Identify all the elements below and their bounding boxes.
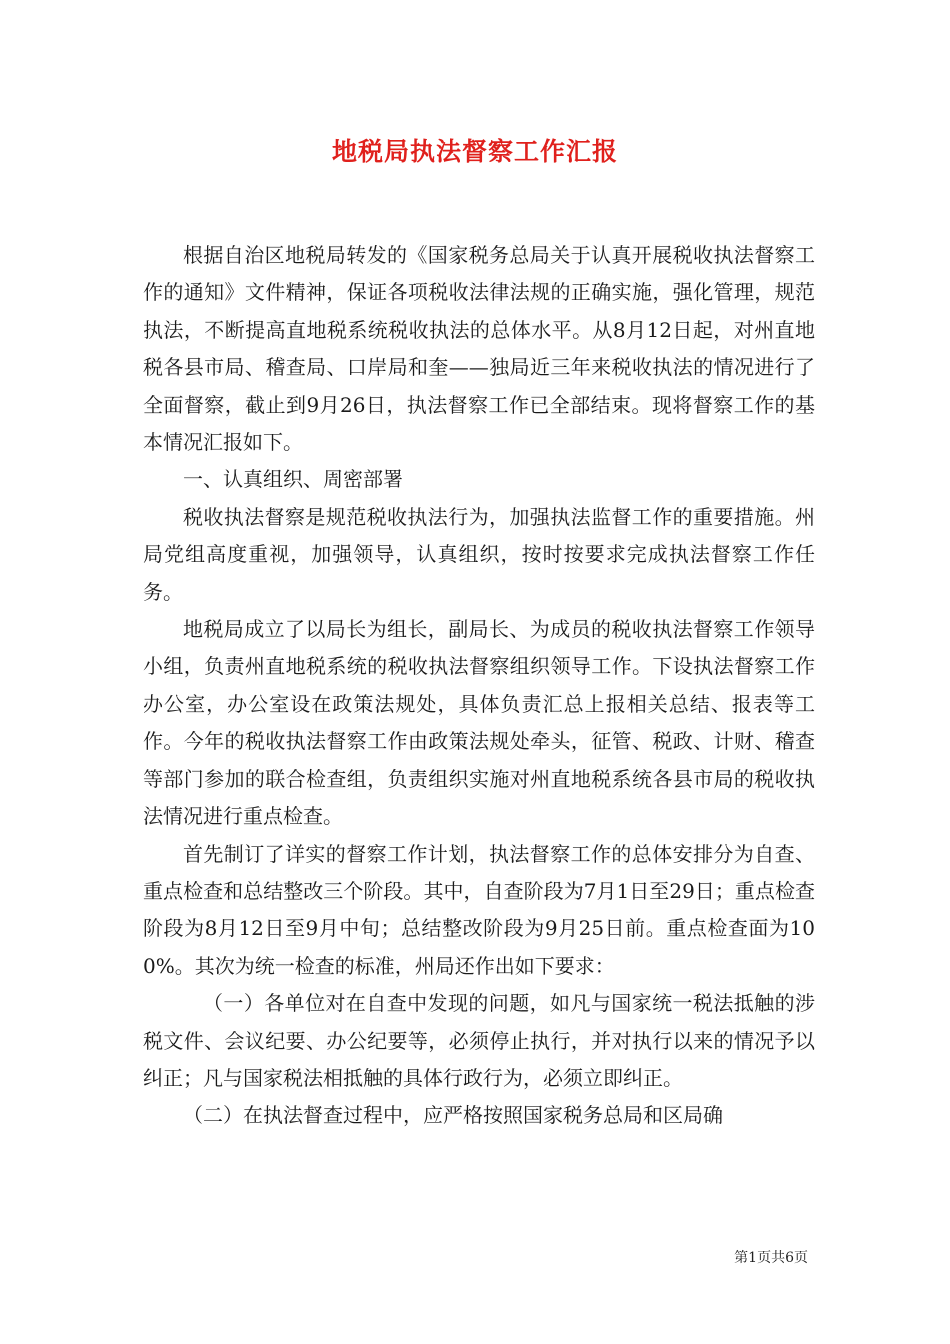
document-body — [143, 237, 815, 1135]
requirement-item-2: （二）在执法督查过程中，应严格按照国家税务总局和区局确 — [183, 1103, 723, 1128]
paragraph-intro: 根据自治区地税局转发的《国家税务总局关于认真开展税收执法督察工作的通知》文件精神，保证各项税收法律法规的正确实施，强化管理，规范执法，不断提高直地税系统税收执法的总体水平。从8月12日起，对州直地税各县市局、稽查局、口岸局和奎——独局近三年来税收执法的情况进行了全面督察，截止到9月26日，执法督察工作已全部结束。现将督察工作的基本情况汇报如下。 — [143, 243, 815, 455]
paragraph-3: 首先制订了详实的督察工作计划，执法督察工作的总体安排分为自查、重点检查和总结整改三个阶段。其中，自查阶段为7月1日至29日；重点检查阶段为8月12日至9月中旬；总结整改阶段为9月25日前。重点检查面为100%。其次为统一检查的标准，州局还作出如下要求： — [143, 841, 815, 978]
page-number: 第1页共6页 — [734, 1250, 808, 1266]
requirement-item-1: （一）各单位对在自查中发现的问题，如凡与国家统一税法抵触的涉税文件、会议纪要、办公纪要等，必须停止执行，并对执行以来的情况予以纠正；凡与国家税法相抵触的具体行政行为，必须立即纠正。 — [143, 991, 815, 1090]
paragraph-1: 税收执法督察是规范税收执法行为，加强执法监督工作的重要措施。州局党组高度重视，加强领导，认真组织，按时按要求完成执法督察工作任务。 — [143, 504, 815, 604]
paragraph-2: 地税局成立了以局长为组长，副局长、为成员的税收执法督察工作领导小组，负责州直地税系统的税收执法督察组织领导工作。下设执法督察工作办公室，办公室设在政策法规处，具体负责汇总上报相关总结、报表等工作。今年的税收执法督察工作由政策法规处牵头，征管、税政、计财、稽查等部门参加的联合检查组，负责组织实施对州直地税系统各县市局的税收执法情况进行重点检查。 — [143, 617, 815, 829]
section-heading-1: 一、认真组织、周密部署 — [183, 467, 403, 492]
document-title: 地税局执法督察工作汇报 — [331, 137, 618, 166]
